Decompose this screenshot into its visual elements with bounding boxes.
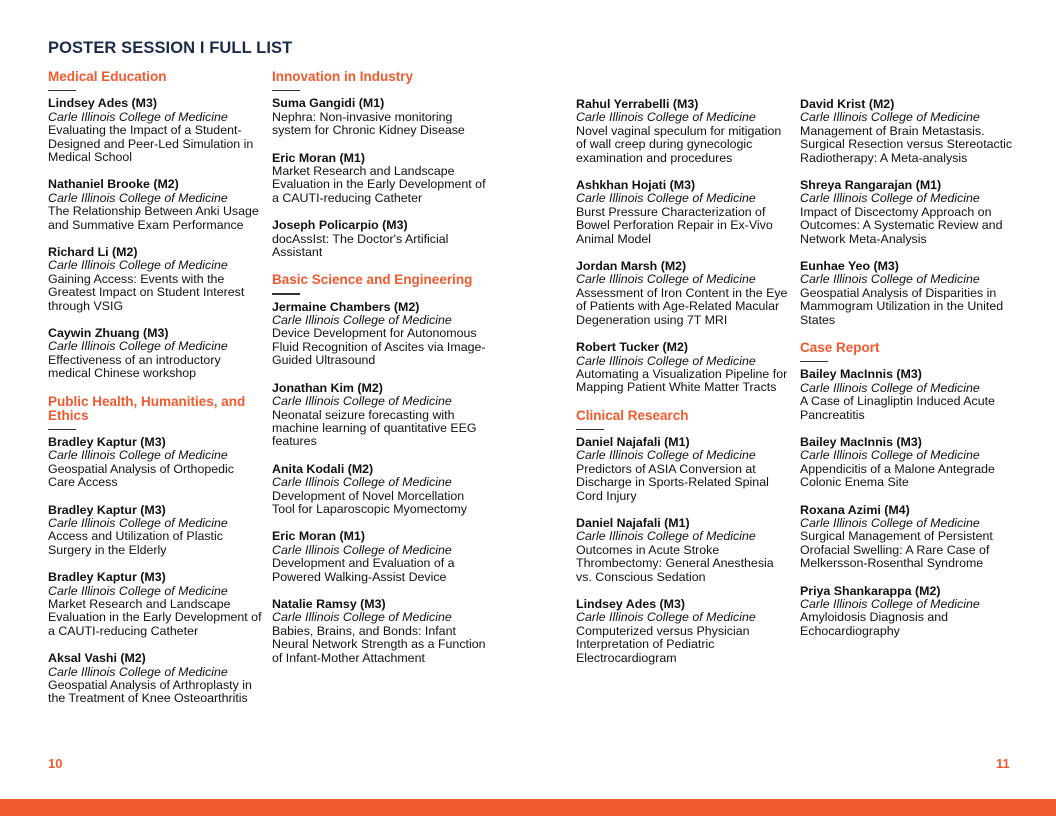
section-heading: Medical Education [48, 69, 167, 84]
presenter-school: Carle Illinois College of Medicine [800, 380, 980, 395]
section-divider [48, 90, 76, 91]
column-3 [576, 98, 790, 679]
presenter-school: Carle Illinois College of Medicine [48, 190, 228, 205]
presenter-name: Lindsey Ades (M3) [48, 96, 158, 111]
poster-entry [48, 327, 262, 381]
poster-title: Market Research and Landscape Evaluation in the Early Development of a CAUTI-reducing Catheter [272, 163, 486, 205]
presenter-school: Carle Illinois College of Medicine [576, 610, 756, 625]
section [272, 70, 486, 259]
poster-entry [48, 97, 262, 164]
section-divider [800, 361, 828, 362]
column-2 [272, 70, 486, 679]
poster-title: Surgical Management of Persistent Orofacial Swelling: A Rare Case of Melkersson-Rosenthal Syndrome [800, 529, 993, 571]
poster-title: Access and Utilization of Plastic Surgery in the Elderly [48, 529, 223, 557]
presenter-school: Carle Illinois College of Medicine [800, 597, 980, 612]
poster-entry [576, 341, 790, 395]
presenter-school: Carle Illinois College of Medicine [48, 448, 228, 463]
poster-entry [800, 504, 1014, 571]
presenter-school: Carle Illinois College of Medicine [800, 448, 980, 463]
poster-entry [576, 98, 790, 165]
poster-entry [272, 530, 486, 584]
poster-entry [48, 246, 262, 313]
presenter-name: Joseph Policarpio (M3) [272, 218, 408, 233]
presenter-school: Carle Illinois College of Medicine [272, 475, 452, 490]
page-number-left: 10 [48, 756, 63, 771]
presenter-school: Carle Illinois College of Medicine [576, 110, 756, 125]
poster-title: Computerized versus Physician Interpretation of Pediatric Electrocardiogram [576, 623, 750, 665]
presenter-name: Jonathan Kim (M2) [272, 380, 383, 395]
presenter-school: Carle Illinois College of Medicine [800, 272, 980, 287]
presenter-school: Carle Illinois College of Medicine [576, 353, 756, 368]
poster-title: Management of Brain Metastasis. Surgical Resection versus Stereotactic Radiotherapy: A Meta-analysis [800, 123, 1013, 165]
presenter-school: Carle Illinois College of Medicine [272, 394, 452, 409]
poster-entry [272, 382, 486, 449]
poster-title: Development of Novel Morcellation Tool for Laparoscopic Myomectomy [272, 488, 467, 516]
poster-title: A Case of Linagliptin Induced Acute Pancreatitis [800, 394, 995, 422]
section [48, 395, 262, 706]
presenter-name: Jermaine Chambers (M2) [272, 299, 420, 314]
presenter-name: Robert Tucker (M2) [576, 340, 688, 355]
presenter-school: Carle Illinois College of Medicine [48, 583, 228, 598]
presenter-name: Roxana Azimi (M4) [800, 502, 910, 517]
presenter-school: Carle Illinois College of Medicine [272, 610, 452, 625]
poster-title: The Relationship Between Anki Usage and Summative Exam Performance [48, 204, 259, 232]
footer-bar [0, 799, 1056, 816]
poster-entry [576, 517, 790, 584]
poster-title: Nephra: Non-invasive monitoring system for Chronic Kidney Disease [272, 109, 465, 138]
presenter-name: David Krist (M2) [800, 97, 895, 111]
poster-entry [48, 571, 262, 638]
presenter-name: Shreya Rangarajan (M1) [800, 178, 942, 193]
presenter-school: Carle Illinois College of Medicine [576, 529, 756, 544]
page-number-right: 11 [996, 756, 1010, 771]
presenter-name: Daniel Najafali (M1) [576, 516, 690, 531]
presenter-name: Caywin Zhuang (M3) [48, 325, 169, 340]
presenter-name: Bailey MacInnis (M3) [800, 435, 922, 450]
section [800, 98, 1014, 327]
presenter-name: Lindsey Ades (M3) [576, 597, 686, 612]
poster-title: Predictors of ASIA Conversion at Discharge in Sports-Related Spinal Cord Injury [576, 461, 769, 503]
presenter-school: Carle Illinois College of Medicine [48, 258, 228, 273]
poster-entry [576, 598, 790, 665]
poster-title: Gaining Access: Events with the Greatest Impact on Student Interest through VSIG [48, 271, 245, 313]
poster-title: docAssIst: The Doctor's Artificial Assistant [272, 231, 449, 259]
poster-entry [272, 463, 486, 517]
presenter-name: Bailey MacInnis (M3) [800, 367, 922, 382]
poster-entry [48, 178, 262, 232]
poster-entry [576, 436, 790, 503]
presenter-name: Ashkhan Hojati (M3) [576, 178, 696, 193]
poster-title: Market Research and Landscape Evaluation in the Early Development of a CAUTI-reducing Catheter [48, 596, 262, 638]
poster-entry [272, 97, 486, 137]
presenter-name: Rahul Yerrabelli (M3) [576, 97, 699, 111]
presenter-name: Eunhae Yeo (M3) [800, 259, 899, 274]
section-divider [272, 293, 300, 294]
column-1 [48, 70, 262, 720]
poster-entry [800, 585, 1014, 639]
presenter-school: Carle Illinois College of Medicine [48, 339, 228, 354]
poster-title: Babies, Brains, and Bonds: Infant Neural Network Strength as a Function of Infant-Mother Attachment [272, 623, 486, 665]
section-divider [576, 429, 604, 430]
poster-title: Device Development for Autonomous Fluid Recognition of Ascites via Image-Guided Ultrasound [272, 326, 486, 368]
section [800, 341, 1014, 638]
presenter-school: Carle Illinois College of Medicine [576, 191, 756, 206]
presenter-school: Carle Illinois College of Medicine [800, 191, 980, 206]
poster-entry [272, 152, 486, 206]
poster-title: Impact of Discectomy Approach on Outcomes: A Systematic Review and Network Meta-Analysis [800, 204, 1003, 246]
section [576, 98, 790, 395]
section-heading: Basic Science and Engineering [272, 272, 473, 288]
section-heading: Innovation in Industry [272, 69, 413, 84]
poster-title: Geospatial Analysis of Arthroplasty in the Treatment of Knee Osteoarthritis [48, 678, 252, 706]
presenter-school: Carle Illinois College of Medicine [576, 448, 756, 463]
section [48, 70, 262, 381]
poster-title: Automating a Visualization Pipeline for Mapping Patient White Matter Tracts [576, 366, 788, 395]
section [576, 409, 790, 665]
poster-entry [576, 260, 790, 327]
page-title: POSTER SESSION I FULL LIST [48, 39, 293, 57]
poster-title: Appendicitis of a Malone Antegrade Colonic Enema Site [800, 461, 995, 490]
poster-title: Assessment of Iron Content in the Eye of Patients with Age-Related Macular Degeneration using 7T MRI [576, 285, 788, 327]
presenter-name: Priya Shankarappa (M2) [800, 583, 941, 598]
presenter-name: Eric Moran (M1) [272, 529, 365, 544]
poster-entry [800, 260, 1014, 327]
presenter-name: Richard Li (M2) [48, 244, 138, 259]
poster-title: Effectiveness of an introductory medical Chinese workshop [48, 352, 221, 381]
presenter-school: Carle Illinois College of Medicine [48, 515, 228, 530]
poster-title: Geospatial Analysis of Orthopedic Care Access [48, 461, 234, 490]
presenter-name: Jordan Marsh (M2) [576, 259, 687, 274]
poster-title: Amyloidosis Diagnosis and Echocardiography [800, 610, 949, 638]
poster-title: Evaluating the Impact of a Student-Designed and Peer-Led Simulation in Medical School [48, 123, 254, 164]
poster-title: Neonatal seizure forecasting with machine learning of quantitative EEG features [272, 407, 477, 449]
poster-title: Geospatial Analysis of Disparities in Mammogram Utilization in the United States [800, 285, 1004, 327]
poster-entry [272, 219, 486, 259]
poster-title: Development and Evaluation of a Powered Walking-Assist Device [272, 556, 455, 584]
presenter-name: Nathaniel Brooke (M2) [48, 177, 179, 192]
poster-entry [48, 652, 262, 706]
poster-entry [800, 368, 1014, 422]
presenter-name: Natalie Ramsy (M3) [272, 596, 386, 611]
presenter-school: Carle Illinois College of Medicine [272, 542, 452, 557]
poster-entry [272, 598, 486, 665]
presenter-name: Bradley Kaptur (M3) [48, 434, 166, 449]
section-divider [48, 429, 76, 430]
presenter-name: Anita Kodali (M2) [272, 461, 374, 476]
section-heading: Case Report [800, 340, 880, 356]
presenter-name: Bradley Kaptur (M3) [48, 502, 166, 517]
poster-entry [272, 301, 486, 368]
presenter-name: Eric Moran (M1) [272, 150, 365, 165]
presenter-name: Bradley Kaptur (M3) [48, 570, 166, 585]
presenter-school: Carle Illinois College of Medicine [272, 313, 452, 328]
poster-title: Outcomes in Acute Stroke Thrombectomy: General Anesthesia vs. Conscious Sedation [576, 542, 774, 584]
poster-title: Burst Pressure Characterization of Bowel Perforation Repair in Ex-Vivo Animal Model [576, 204, 773, 246]
poster-entry [576, 179, 790, 246]
section-heading: Public Health, Humanities, and Ethics [48, 393, 246, 423]
poster-title: Novel vaginal speculum for mitigation of wall creep during gynecologic examination and procedures [576, 123, 782, 165]
presenter-name: Aksal Vashi (M2) [48, 651, 146, 666]
presenter-school: Carle Illinois College of Medicine [48, 109, 228, 124]
presenter-name: Daniel Najafali (M1) [576, 435, 690, 450]
presenter-school: Carle Illinois College of Medicine [800, 110, 980, 125]
presenter-school: Carle Illinois College of Medicine [576, 272, 756, 287]
presenter-name: Suma Gangidi (M1) [272, 96, 385, 111]
section-divider [272, 90, 300, 91]
poster-entry [800, 436, 1014, 490]
poster-entry [800, 179, 1014, 246]
presenter-school: Carle Illinois College of Medicine [800, 516, 980, 531]
column-4 [800, 98, 1014, 652]
section [272, 273, 486, 665]
presenter-school: Carle Illinois College of Medicine [48, 664, 228, 679]
poster-entry [48, 436, 262, 490]
section-heading: Clinical Research [576, 407, 689, 423]
poster-entry [800, 98, 1014, 165]
poster-entry [48, 504, 262, 558]
